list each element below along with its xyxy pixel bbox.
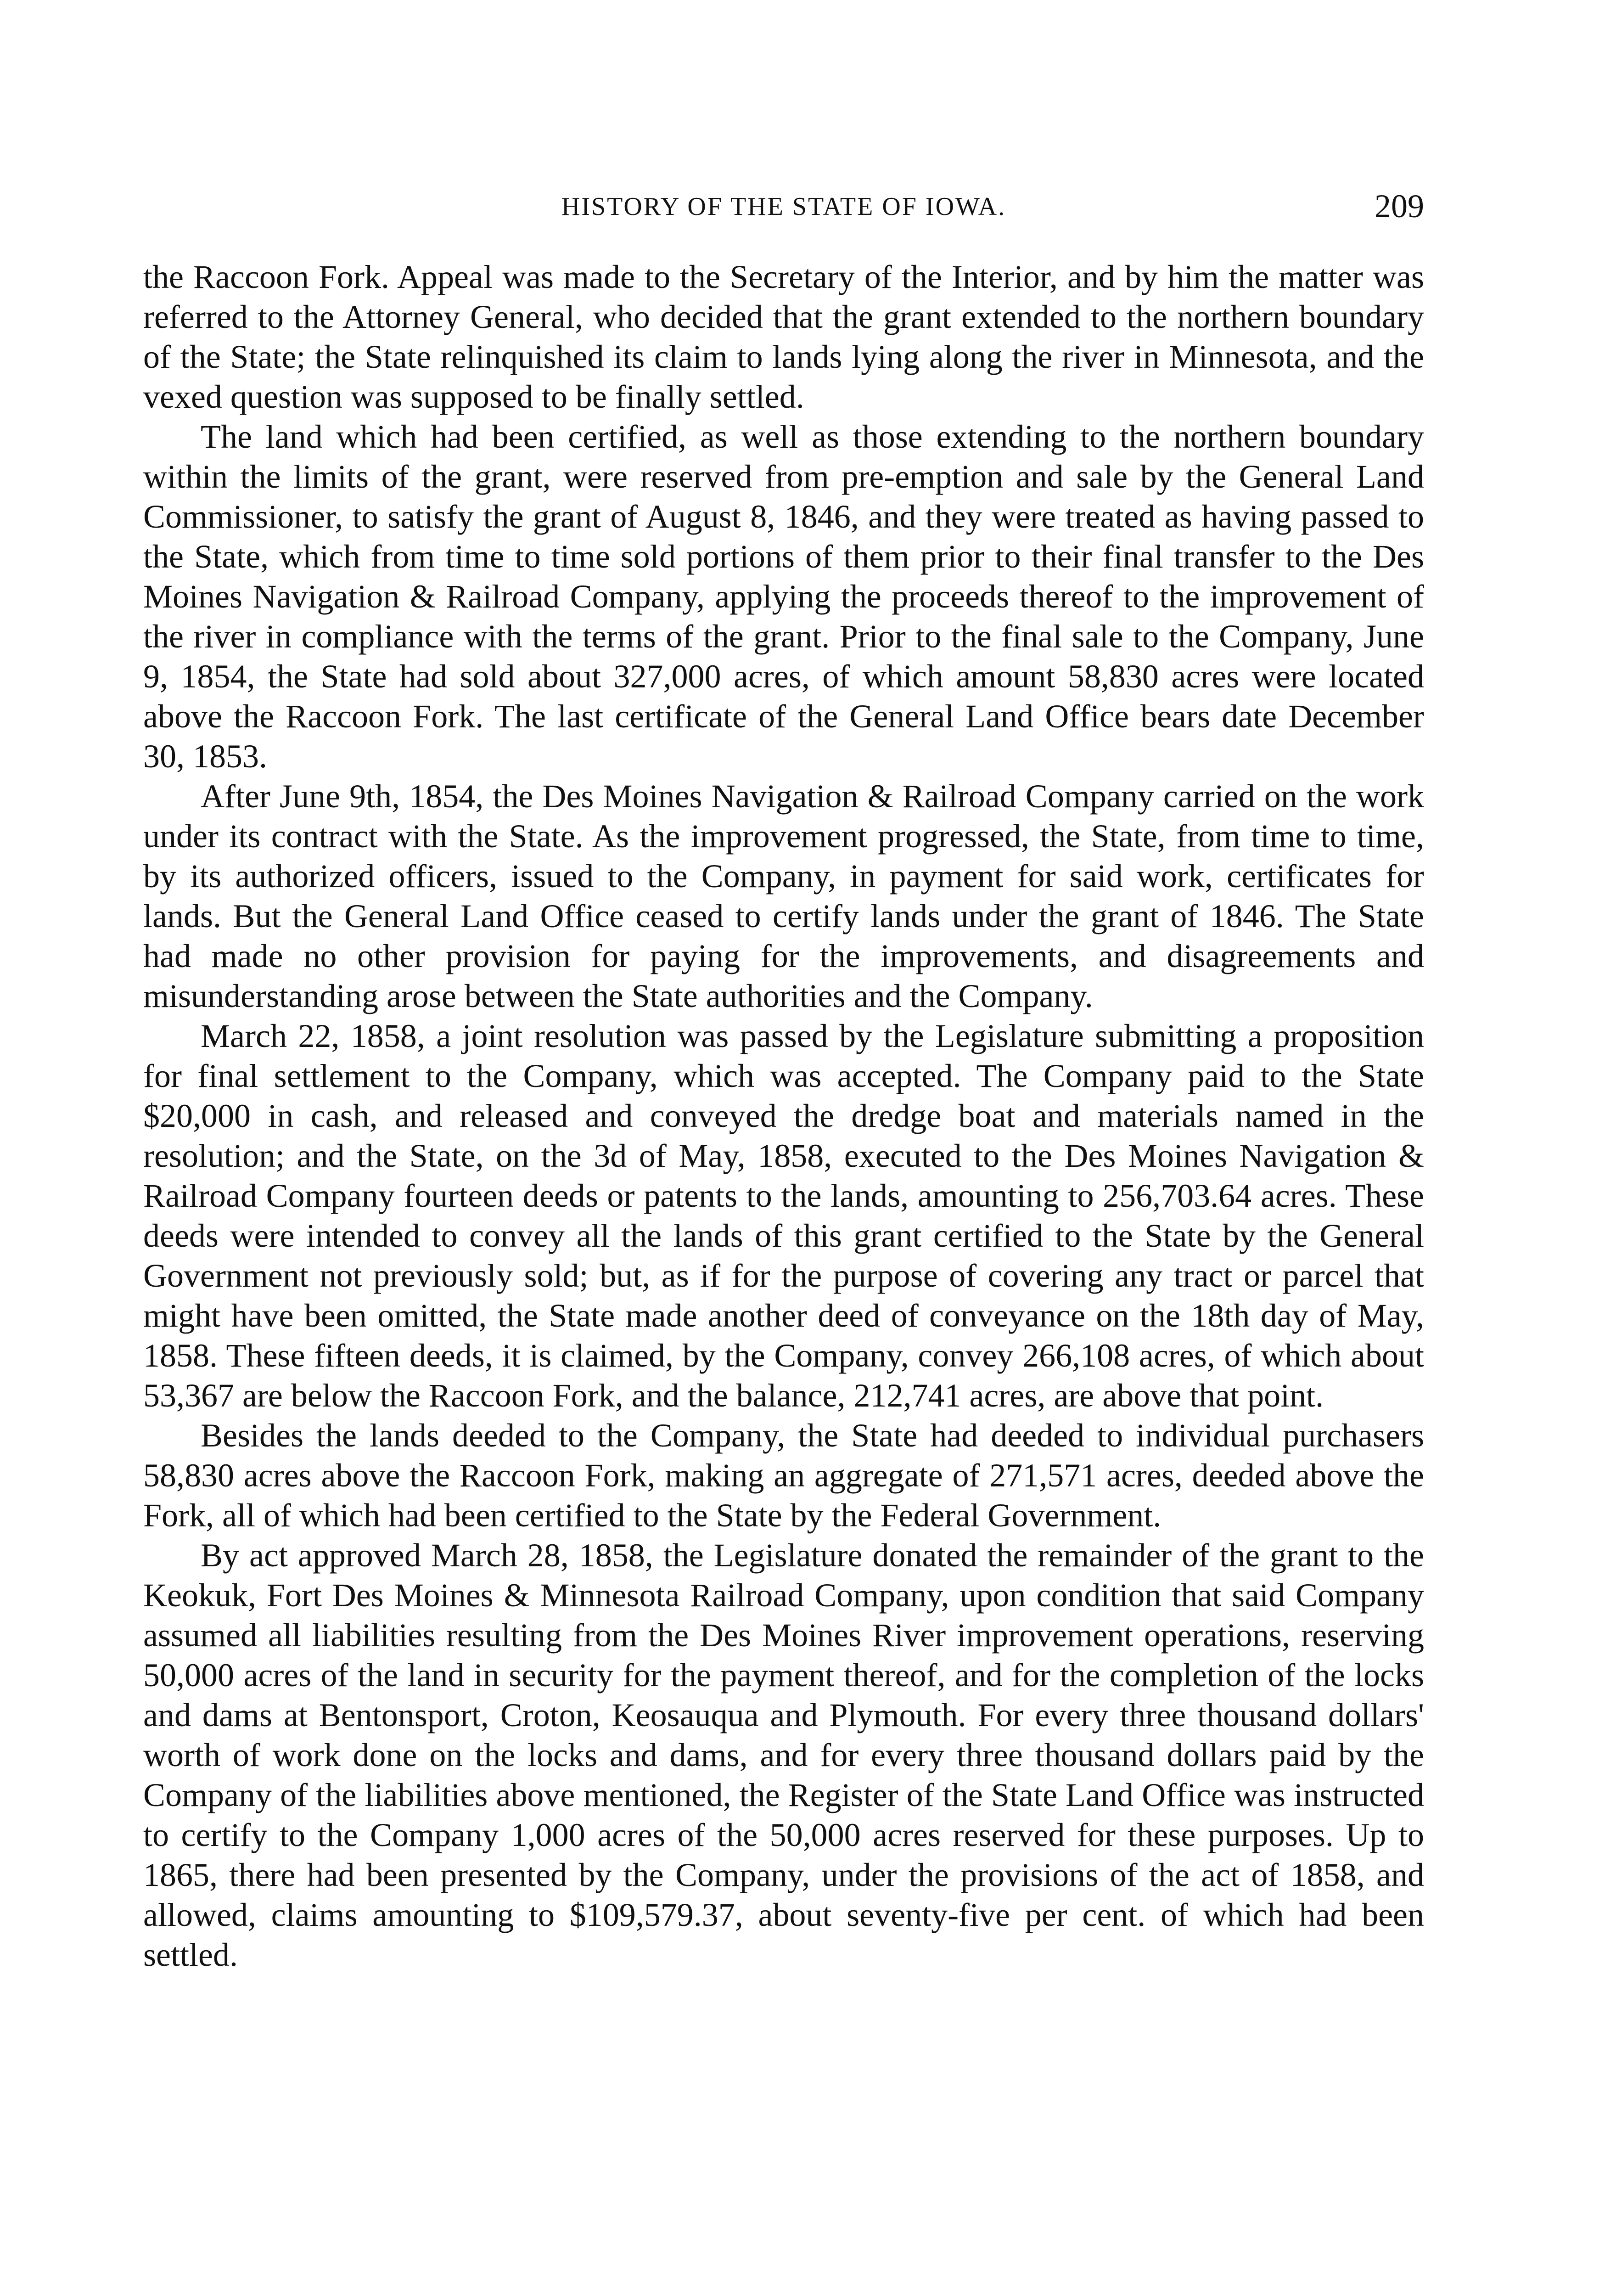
paragraph-certified-lands: The land which had been certified, as well as those extending to the northern boundary within the limits of the grant, were reserved from pre-emption and sale by the General Land Commissioner, to satisfy the grant of August 8, 1846, and they were treated as having passed to the State, which from time to time sold portions of them prior to their final transfer to the Des Moines Navigation & Railroad Company, applying the proceeds thereof to the improvement of the river in compliance with the terms of the grant. Prior to the final sale to the Company, June 9, 1854, the State had sold about 327,000 acres, of which amount 58,830 acres were located above the Raccoon Fork. The last certificate of the General Land Office bears date December 30, 1853. bbox=[143, 418, 1424, 775]
running-head bbox=[143, 187, 1424, 233]
paragraph-continuation: the Raccoon Fork. Appeal was made to the Secretary of the Interior, and by him the matter was referred to the Attorney General, who decided that the grant extended to the northern boundary of the State; the State relinquished its claim to lands lying along the river in Minnesota, and the vexed question was supposed to be finally settled. bbox=[143, 259, 1424, 415]
paragraph-individual-purchasers: Besides the lands deeded to the Company, the State had deeded to individual purchasers 58,830 acres above the Raccoon Fork, making an aggregate of 271,571 acres, deeded above the Fork, all of which had been certified to the State by the Federal Government. bbox=[143, 1417, 1424, 1534]
paragraph-joint-resolution-1858: March 22, 1858, a joint resolution was passed by the Legislature submitting a proposition for final settlement to the Company, which was accepted. The Company paid to the State $20,000 in cash, and released and conveyed the dredge boat and materials named in the resolution; and the State, on the 3d of May, 1858, executed to the Des Moines Navigation & Railroad Company fourteen deeds or patents to the lands, amounting to 256,703.64 acres. These deeds were intended to convey all the lands of this grant certified to the State by the General Government not previously sold; but, as if for the purpose of covering any tract or parcel that might have been omitted, the State made another deed of conveyance on the 18th day of May, 1858. These fifteen deeds, it is claimed, by the Company, convey 266,108 acres, of which about 53,367 are below the Raccoon Fork, and the balance, 212,741 acres, are above that point. bbox=[143, 1018, 1424, 1414]
paragraph-after-june-1854: After June 9th, 1854, the Des Moines Navigation & Railroad Company carried on the work under its contract with the State. As the improvement progressed, the State, from time to time, by its authorized officers, issued to the Company, in payment for said work, certificates for lands. But the General Land Office ceased to certify lands under the grant of 1846. The State had made no other provision for paying for the improvements, and disagreements and misunderstanding arose between the State authorities and the Company. bbox=[143, 778, 1424, 1014]
paragraph-act-march-1858: By act approved March 28, 1858, the Legislature donated the remainder of the grant to the Keokuk, Fort Des Moines & Minnesota Railroad Company, upon condition that said Company assumed all liabilities resulting from the Des Moines River improvement operations, reserving 50,000 acres of the land in security for the payment thereof, and for the completion of the locks and dams at Bentonsport, Croton, Keosauqua and Plymouth. For every three thousand dollars' worth of work done on the locks and dams, and for every three thousand dollars paid by the Company of the liabilities above mentioned, the Register of the State Land Office was instructed to certify to the Company 1,000 acres of the 50,000 acres reserved for these purposes. Up to 1865, there had been presented by the Company, under the provisions of the act of 1858, and allowed, claims amounting to $109,579.37, about seventy-five per cent. of which had been settled. bbox=[143, 1537, 1424, 1973]
page-number: 209 bbox=[1375, 188, 1424, 225]
body-text bbox=[143, 257, 1424, 1975]
running-title: HISTORY OF THE STATE OF IOWA. bbox=[561, 192, 1006, 221]
